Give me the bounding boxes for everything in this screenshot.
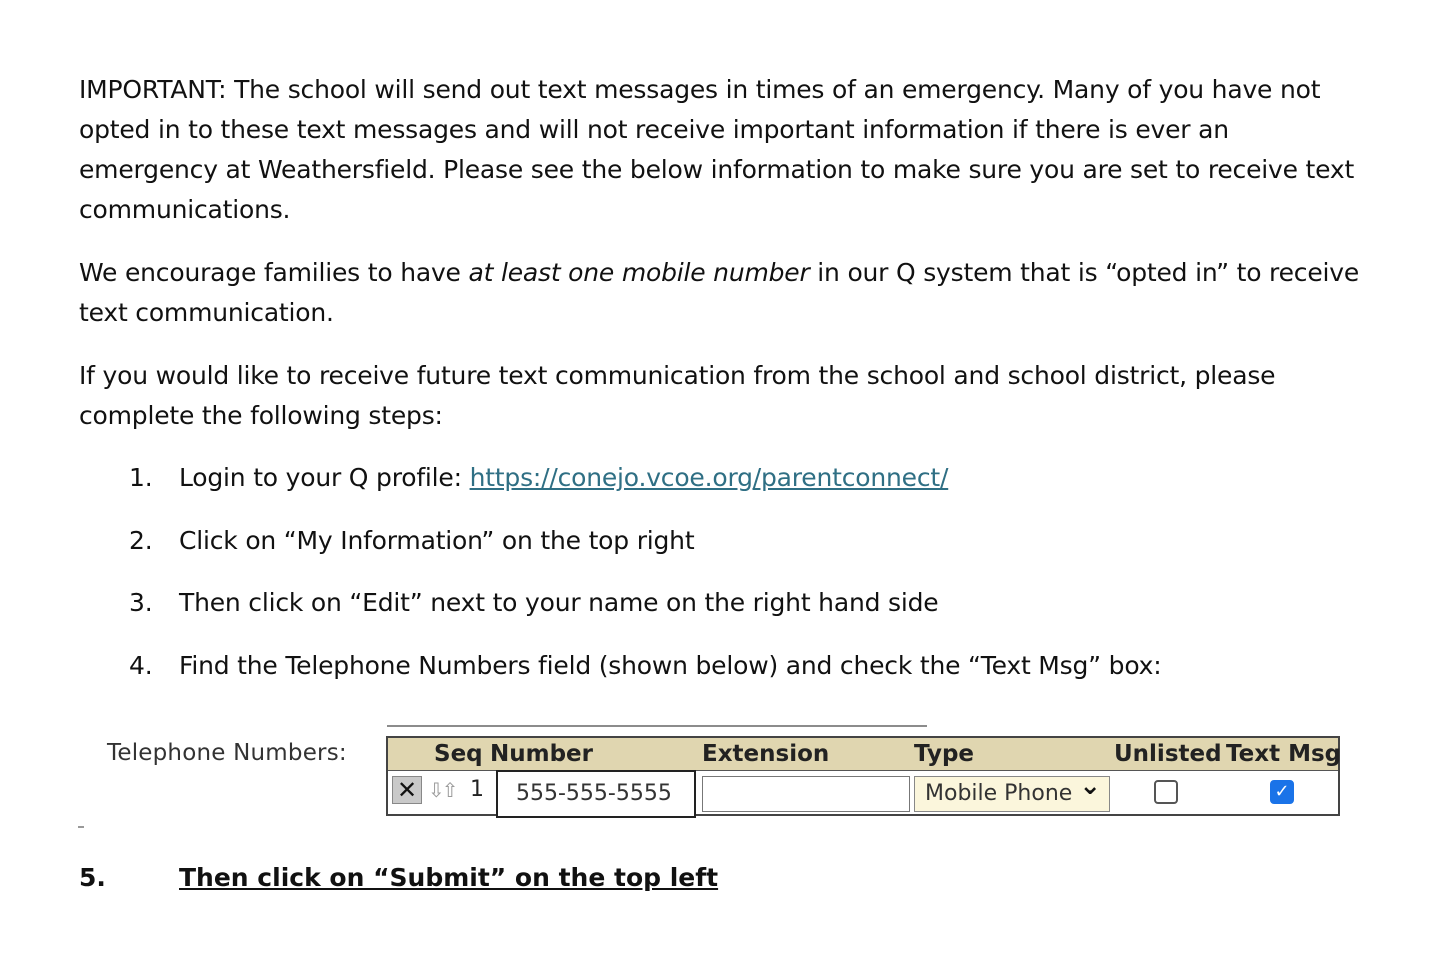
step-number: 4.: [129, 651, 153, 680]
important-paragraph: IMPORTANT: The school will send out text messages in times of an emergency. Many of you have not opted in to these text messages and will not receive important information if there is ever an emergency at Weathersfield. Please see the below information to make sure you are set to receive text communications.: [79, 75, 1355, 224]
unlisted-checkbox[interactable]: [1154, 780, 1178, 804]
step-number: 1.: [129, 463, 153, 492]
text-msg-checkbox[interactable]: [1270, 780, 1294, 804]
step-text: Then click on “Edit” next to your name on the right hand side: [179, 588, 939, 617]
steps-intro-paragraph: If you would like to receive future text communication from the school and school district, please complete the following steps:: [79, 361, 1276, 430]
header-extension: Extension: [702, 741, 830, 767]
header-number: Number: [490, 741, 593, 767]
table-header: [388, 738, 1342, 771]
header-text-msg: Text Msg: [1226, 741, 1342, 767]
reorder-arrows-icon[interactable]: ⇩⇧: [428, 778, 456, 802]
chevron-down-icon: ⌄: [1079, 776, 1101, 801]
encourage-emphasis: at least one mobile number: [468, 258, 810, 287]
header-unlisted: Unlisted: [1114, 741, 1222, 767]
step-text: Login to your Q profile:: [179, 463, 470, 492]
telephone-table: [386, 736, 1340, 816]
step-number: 5.: [79, 863, 106, 892]
phone-number-input[interactable]: 555-555-5555: [496, 770, 696, 818]
parentconnect-link[interactable]: https://conejo.vcoe.org/parentconnect/: [469, 463, 949, 492]
telephone-numbers-label: Telephone Numbers:: [107, 740, 347, 766]
step-3: [129, 583, 938, 623]
step-number: 2.: [129, 526, 153, 555]
step-number: 3.: [129, 588, 153, 617]
checkmark-icon: ✓: [1274, 781, 1290, 802]
header-type: Type: [914, 741, 975, 767]
step-text: Click on “My Information” on the top right: [179, 526, 695, 555]
close-icon[interactable]: ✕: [392, 776, 422, 804]
seq-value: 1: [470, 777, 484, 802]
step-4: [129, 646, 1161, 686]
extension-input[interactable]: [702, 776, 910, 812]
step-5: [79, 858, 718, 898]
phone-type-select[interactable]: [914, 776, 1110, 812]
phone-type-value: Mobile Phone: [925, 781, 1073, 806]
divider: [387, 725, 927, 727]
encourage-text-after: in our Q system that is “opted in” to receive text communication.: [79, 258, 1360, 327]
header-seq: Seq: [434, 741, 483, 767]
step-2: [129, 521, 694, 561]
step-text: Then click on “Submit” on the top left: [179, 863, 719, 892]
encourage-paragraph: [79, 253, 1369, 333]
divider: [78, 826, 84, 828]
step-text: Find the Telephone Numbers field (shown below) and check the “Text Msg” box:: [179, 651, 1162, 680]
step-1: [129, 458, 948, 498]
encourage-text-before: We encourage families to have: [79, 258, 469, 287]
